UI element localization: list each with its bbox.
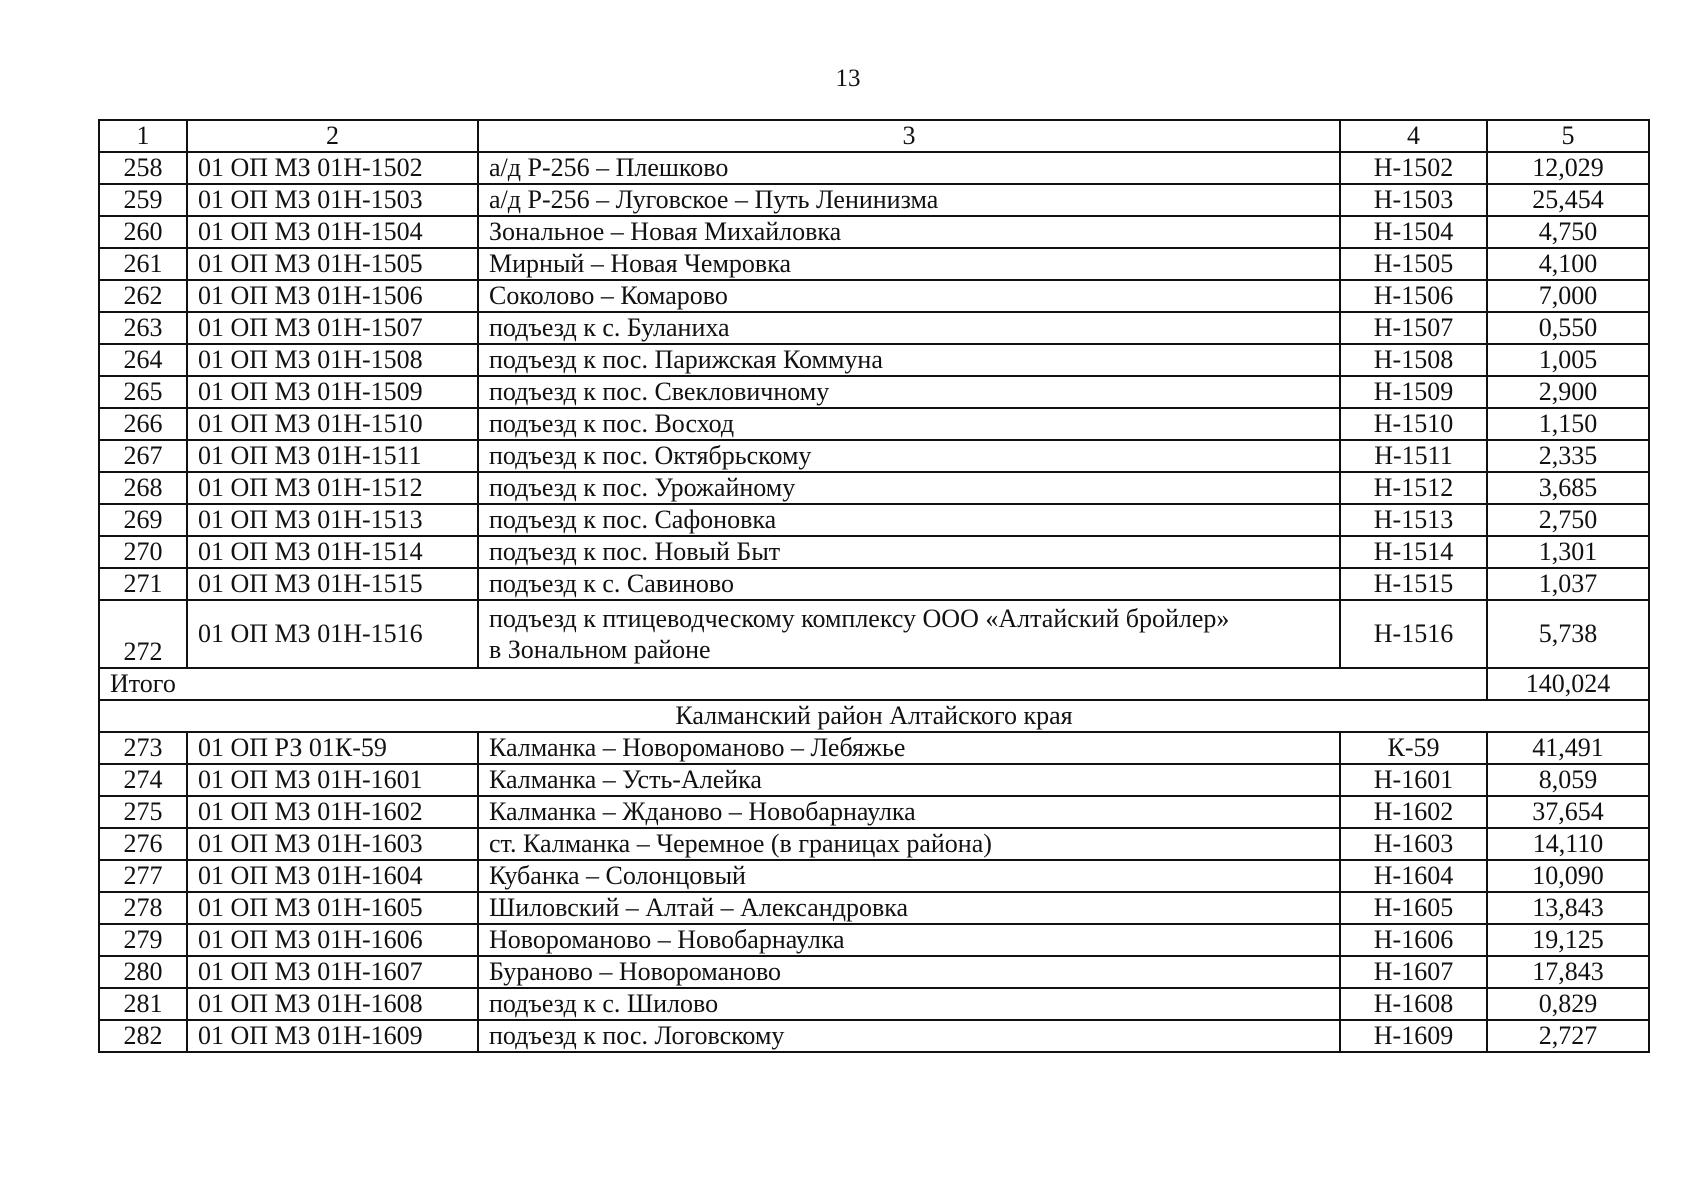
table-row [99, 216, 1649, 248]
row-number-cell: 282 [99, 1020, 187, 1052]
road-length-cell: 13,843 [1487, 892, 1649, 924]
road-name-cell: Новороманово – Новобарнаулка [478, 924, 1340, 956]
road-length-cell: 12,029 [1487, 152, 1649, 184]
road-length-cell: 14,110 [1487, 828, 1649, 860]
row-number-cell: 262 [99, 280, 187, 312]
road-length-cell: 4,100 [1487, 248, 1649, 280]
column-header: 2 [187, 120, 478, 152]
table-row [99, 472, 1649, 504]
road-id-cell: 01 ОП МЗ 01Н-1508 [187, 344, 478, 376]
row-number-cell: 258 [99, 152, 187, 184]
road-name-cell: а/д Р-256 – Плешково [478, 152, 1340, 184]
road-length-cell: 17,843 [1487, 956, 1649, 988]
road-length-cell: 1,005 [1487, 344, 1649, 376]
road-name-cell: Калманка – Жданово – Новобарнаулка [478, 796, 1340, 828]
road-name-cell: Бураново – Новороманово [478, 956, 1340, 988]
table-row [99, 312, 1649, 344]
road-name-cell: подъезд к пос. Октябрьскому [478, 440, 1340, 472]
row-number-cell: 276 [99, 828, 187, 860]
road-length-cell: 1,150 [1487, 408, 1649, 440]
road-code-cell: Н-1504 [1340, 216, 1487, 248]
row-number-cell: 280 [99, 956, 187, 988]
road-id-cell: 01 ОП МЗ 01Н-1509 [187, 376, 478, 408]
table-row [99, 924, 1649, 956]
row-number-cell: 275 [99, 796, 187, 828]
road-length-cell: 3,685 [1487, 472, 1649, 504]
road-name-cell: подъезд к пос. Парижская Коммуна [478, 344, 1340, 376]
road-code-cell: Н-1607 [1340, 956, 1487, 988]
road-name-cell: подъезд к с. Шилово [478, 988, 1340, 1020]
total-row [99, 668, 1649, 700]
road-name-cell: подъезд к с. Савиново [478, 568, 1340, 600]
column-header: 5 [1487, 120, 1649, 152]
road-id-cell: 01 ОП МЗ 01Н-1514 [187, 536, 478, 568]
road-name-line: подъезд к птицеводческому комплексу ООО «Алтайский бройлер» [489, 604, 1230, 633]
road-id-cell: 01 ОП МЗ 01Н-1604 [187, 860, 478, 892]
road-name-cell: подъезд к пос. Новый Быт [478, 536, 1340, 568]
row-number-cell: 277 [99, 860, 187, 892]
road-id-cell: 01 ОП МЗ 01Н-1605 [187, 892, 478, 924]
road-name-cell: Кубанка – Солонцовый [478, 860, 1340, 892]
road-length-cell: 2,335 [1487, 440, 1649, 472]
road-code-cell: Н-1609 [1340, 1020, 1487, 1052]
row-number-cell: 266 [99, 408, 187, 440]
road-code-cell: Н-1604 [1340, 860, 1487, 892]
total-value: 140,024 [1487, 668, 1649, 700]
road-length-cell: 8,059 [1487, 764, 1649, 796]
road-id-cell: 01 ОП МЗ 01Н-1603 [187, 828, 478, 860]
table-row [99, 152, 1649, 184]
road-name-cell: Калманка – Усть-Алейка [478, 764, 1340, 796]
table-row [99, 892, 1649, 924]
road-name-line: в Зональном районе [489, 635, 711, 664]
road-id-cell: 01 ОП МЗ 01Н-1510 [187, 408, 478, 440]
road-id-cell: 01 ОП МЗ 01Н-1513 [187, 504, 478, 536]
road-id-cell: 01 ОП МЗ 01Н-1602 [187, 796, 478, 828]
road-code-cell: Н-1506 [1340, 280, 1487, 312]
road-name-cell: подъезд к пос. Сафоновка [478, 504, 1340, 536]
road-id-cell: 01 ОП МЗ 01Н-1506 [187, 280, 478, 312]
table-row [99, 568, 1649, 600]
table-row [99, 860, 1649, 892]
table-row [99, 828, 1649, 860]
road-code-cell: Н-1608 [1340, 988, 1487, 1020]
table-row [99, 280, 1649, 312]
row-number-cell: 273 [99, 732, 187, 764]
table-row [99, 408, 1649, 440]
road-id-cell: 01 ОП МЗ 01Н-1601 [187, 764, 478, 796]
road-id-cell: 01 ОП МЗ 01Н-1511 [187, 440, 478, 472]
road-code-cell: Н-1516 [1340, 600, 1487, 668]
road-code-cell: Н-1505 [1340, 248, 1487, 280]
road-id-cell: 01 ОП МЗ 01Н-1504 [187, 216, 478, 248]
road-length-cell: 2,900 [1487, 376, 1649, 408]
road-name-cell: а/д Р-256 – Луговское – Путь Ленинизма [478, 184, 1340, 216]
road-length-cell: 10,090 [1487, 860, 1649, 892]
road-name-cell: Калманка – Новороманово – Лебяжье [478, 732, 1340, 764]
table-row [99, 376, 1649, 408]
table-row [99, 344, 1649, 376]
table-row [99, 504, 1649, 536]
road-code-cell: Н-1601 [1340, 764, 1487, 796]
column-header: 3 [478, 120, 1340, 152]
road-name-cell: ст. Калманка – Черемное (в границах района) [478, 828, 1340, 860]
road-code-cell: Н-1603 [1340, 828, 1487, 860]
road-code-cell: Н-1514 [1340, 536, 1487, 568]
road-length-cell: 7,000 [1487, 280, 1649, 312]
road-name-cell: Мирный – Новая Чемровка [478, 248, 1340, 280]
road-code-cell: Н-1606 [1340, 924, 1487, 956]
road-name-cell: подъезд к пос. Свекловичному [478, 376, 1340, 408]
road-id-cell: 01 ОП МЗ 01Н-1502 [187, 152, 478, 184]
road-id-cell: 01 ОП РЗ 01К-59 [187, 732, 478, 764]
road-code-cell: К-59 [1340, 732, 1487, 764]
road-length-cell: 4,750 [1487, 216, 1649, 248]
road-code-cell: Н-1513 [1340, 504, 1487, 536]
road-length-cell: 1,037 [1487, 568, 1649, 600]
road-length-cell: 2,750 [1487, 504, 1649, 536]
column-header: 1 [99, 120, 187, 152]
road-code-cell: Н-1510 [1340, 408, 1487, 440]
section-title: Калманский район Алтайского края [99, 700, 1649, 732]
row-number-cell: 272 [99, 600, 187, 668]
table-row [99, 600, 1649, 668]
row-number-cell: 267 [99, 440, 187, 472]
road-length-cell: 37,654 [1487, 796, 1649, 828]
table-row [99, 248, 1649, 280]
road-code-cell: Н-1512 [1340, 472, 1487, 504]
row-number-cell: 259 [99, 184, 187, 216]
road-code-cell: Н-1502 [1340, 152, 1487, 184]
road-code-cell: Н-1508 [1340, 344, 1487, 376]
table-row [99, 732, 1649, 764]
total-label: Итого [99, 668, 1487, 700]
road-id-cell: 01 ОП МЗ 01Н-1505 [187, 248, 478, 280]
road-code-cell: Н-1503 [1340, 184, 1487, 216]
road-code-cell: Н-1507 [1340, 312, 1487, 344]
road-id-cell: 01 ОП МЗ 01Н-1515 [187, 568, 478, 600]
road-length-cell: 0,829 [1487, 988, 1649, 1020]
table-row [99, 988, 1649, 1020]
road-id-cell: 01 ОП МЗ 01Н-1606 [187, 924, 478, 956]
row-number-cell: 261 [99, 248, 187, 280]
row-number-cell: 270 [99, 536, 187, 568]
table-row [99, 956, 1649, 988]
road-name-cell: подъезд к пос. Восход [478, 408, 1340, 440]
road-name-cell: Шиловский – Алтай – Александровка [478, 892, 1340, 924]
road-id-cell: 01 ОП МЗ 01Н-1516 [187, 600, 478, 668]
road-code-cell: Н-1509 [1340, 376, 1487, 408]
table-row [99, 440, 1649, 472]
road-length-cell: 19,125 [1487, 924, 1649, 956]
road-length-cell: 5,738 [1487, 600, 1649, 668]
page-number: 13 [835, 65, 861, 92]
row-number-cell: 264 [99, 344, 187, 376]
road-code-cell: Н-1515 [1340, 568, 1487, 600]
road-length-cell: 1,301 [1487, 536, 1649, 568]
road-code-cell: Н-1605 [1340, 892, 1487, 924]
road-id-cell: 01 ОП МЗ 01Н-1608 [187, 988, 478, 1020]
road-length-cell: 25,454 [1487, 184, 1649, 216]
row-number-cell: 281 [99, 988, 187, 1020]
road-id-cell: 01 ОП МЗ 01Н-1507 [187, 312, 478, 344]
roads-table [98, 119, 1650, 1053]
road-name-cell: подъезд к пос. Урожайному [478, 472, 1340, 504]
road-length-cell: 41,491 [1487, 732, 1649, 764]
row-number-cell: 279 [99, 924, 187, 956]
road-name-cell [478, 600, 1340, 668]
road-id-cell: 01 ОП МЗ 01Н-1503 [187, 184, 478, 216]
road-code-cell: Н-1602 [1340, 796, 1487, 828]
row-number-cell: 268 [99, 472, 187, 504]
row-number-cell: 263 [99, 312, 187, 344]
table-row [99, 796, 1649, 828]
row-number-cell: 265 [99, 376, 187, 408]
column-header: 4 [1340, 120, 1487, 152]
row-number-cell: 278 [99, 892, 187, 924]
section-row [99, 700, 1649, 732]
road-name-cell: Зональное – Новая Михайловка [478, 216, 1340, 248]
road-id-cell: 01 ОП МЗ 01Н-1609 [187, 1020, 478, 1052]
table-row [99, 536, 1649, 568]
table-header-row [99, 120, 1649, 152]
table-row [99, 184, 1649, 216]
road-id-cell: 01 ОП МЗ 01Н-1512 [187, 472, 478, 504]
table-row [99, 1020, 1649, 1052]
row-number-cell: 274 [99, 764, 187, 796]
table-row [99, 764, 1649, 796]
row-number-cell: 269 [99, 504, 187, 536]
road-code-cell: Н-1511 [1340, 440, 1487, 472]
road-name-cell: Соколово – Комарово [478, 280, 1340, 312]
road-name-cell: подъезд к с. Буланиха [478, 312, 1340, 344]
row-number-cell: 271 [99, 568, 187, 600]
road-id-cell: 01 ОП МЗ 01Н-1607 [187, 956, 478, 988]
road-name-cell: подъезд к пос. Логовскому [478, 1020, 1340, 1052]
road-length-cell: 0,550 [1487, 312, 1649, 344]
road-length-cell: 2,727 [1487, 1020, 1649, 1052]
row-number-cell: 260 [99, 216, 187, 248]
